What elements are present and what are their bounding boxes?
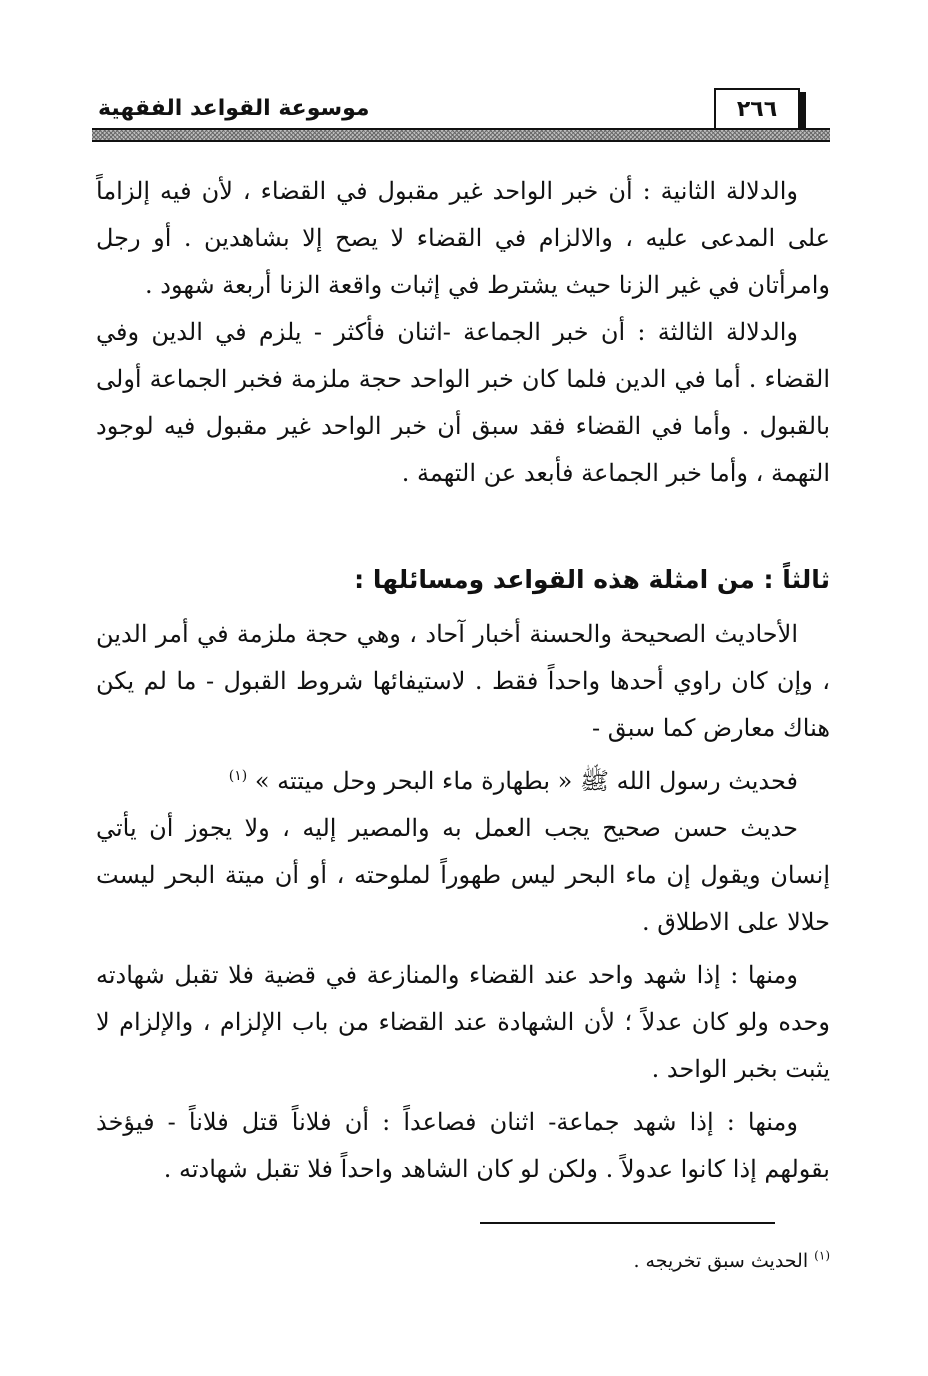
- paragraph-hadith-quote: [96, 758, 830, 805]
- paragraph-second-indication: والدلالة الثانية : أن خبر الواحد غير مقبول في القضاء ، لأن فيه إلزاماً على المدعى عليه ، والالزام في القضاء لا يصح إلا بشاهدين . أو رجل وامرأتان في غير الزنا حيث يشترط في إثبات واقعة الزنا أربعة شهود .: [96, 177, 831, 299]
- paragraph-hadith-ruling: حديث حسن صحيح يجب العمل به والمصير إليه ، ولا يجوز أن يأتي إنسان ويقول إن ماء البحر ليس طهوراً لملوحته ، أو أن ميتة البحر ليست حلالا على الاطلاق .: [96, 814, 830, 936]
- footnote-reference: (١): [228, 768, 248, 784]
- running-header: [92, 86, 830, 146]
- paragraph-ahad-hadiths: الأحاديث الصحيحة والحسنة أخبار آحاد ، وهي حجة ملزمة في أمر الدين ، وإن كان راوي أحدها واحداً فقط . لاستيفائها شروط القبول - ما لم يكن هناك معارض كما سبق -: [96, 620, 830, 742]
- page-number: ٢٦٦: [714, 88, 800, 132]
- header-rule: [92, 128, 830, 142]
- footnote-separator: [480, 1222, 775, 1224]
- section-heading: ثالثاً : من امثلة هذه القواعد ومسائلها :: [354, 565, 830, 594]
- paragraph-single-witness: ومنها : إذا شهد واحد عند القضاء والمنازعة في قضية فلا تقبل شهادته وحده ولو كان عدلاً ؛ لأن الشهادة عند القضاء من باب الإلزام ، والإلزام لا يثبت بخبر الواحد .: [96, 961, 830, 1083]
- paragraph-third-indication: والدلالة الثالثة : أن خبر الجماعة -اثنان فأكثر - يلزم في الدين وفي القضاء . أما في الدين فلما كان خبر الواحد حجة ملزمة فخبر الجماعة أولى بالقبول . وأما في القضاء فقد سبق أن خبر الواحد غير مقبول فيه لوجود التهمة ، وأما خبر الجماعة فأبعد عن التهمة .: [96, 318, 830, 487]
- footnote: [380, 1246, 830, 1276]
- hadith-quote-text: فحديث رسول الله ﷺ « بطهارة ماء البحر وحل ميتته »: [254, 767, 798, 795]
- footnote-text: الحديث سبق تخريجه .: [633, 1250, 809, 1272]
- main-text: [96, 168, 830, 1193]
- book-title: موسوعة القواعد الفقهية: [98, 96, 370, 121]
- footnote-marker: (١): [814, 1248, 830, 1263]
- paragraph-group-witness: ومنها : إذا شهد جماعة- اثنان فصاعداً : أن فلاناً قتل فلاناً - فيؤخذ بقولهم إذا كانوا عدولاً . ولكن لو كان الشاهد واحداً فلا تقبل شهادته .: [96, 1108, 830, 1183]
